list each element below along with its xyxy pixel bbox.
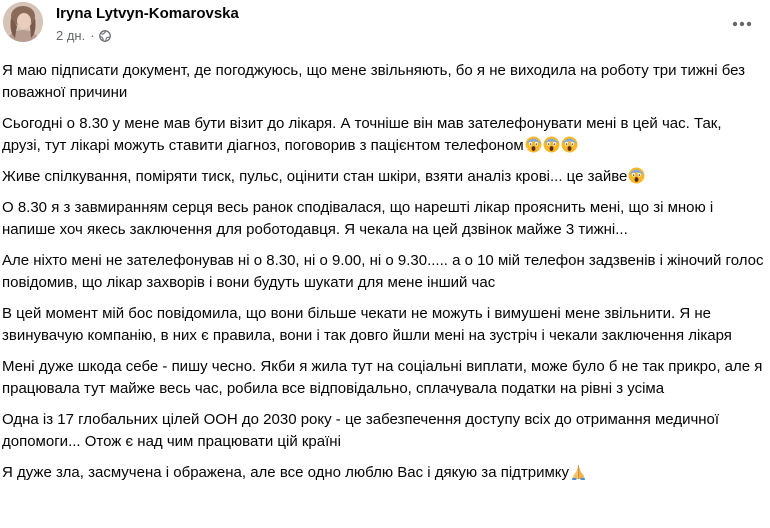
post-paragraph-9 — [2, 462, 764, 484]
post-time[interactable]: 2 дн. — [56, 28, 86, 43]
face-screaming-in-fear-icon — [628, 167, 645, 184]
paragraph-text: Живе спілкування, поміряти тиск, пульс, оцінити стан шкіри, взяти аналіз крові... це зайве — [2, 168, 628, 185]
post-paragraph-5 — [2, 250, 764, 294]
post-paragraph-2 — [2, 113, 764, 157]
paragraph-text: Мені дуже шкода себе - пишу чесно. Якби я жила тут на соціальні виплати, може було б не так прикро, але я працювала тут майже весь час, робила все відповідально, сплачувала податки на рівні з усіма — [2, 358, 763, 397]
paragraph-text: В цей момент мій бос повідомила, що вони більше чекати не можуть і вимушені мене звільнити. Я не звинувачую компанію, в них є правила, вони і так довго йшли мені на зустріч і чекали заключення лікаря — [2, 305, 732, 344]
post-header — [0, 0, 770, 52]
paragraph-text: О 8.30 я з завмиранням серця весь ранок сподівалася, що нарешті лікар прояснить мені, що зі мною і напише хоч якесь заключення для роботодавця. Я чекала на цей дзвінок майже 3 тижні... — [2, 199, 714, 238]
post-paragraph-8 — [2, 409, 764, 453]
post-paragraph-7 — [2, 356, 764, 400]
post-meta — [56, 28, 111, 43]
paragraph-text: Я маю підписати документ, де погоджуюсь, що мене звільняють, бо я не виходила на роботу три тижні без поважної причини — [2, 62, 746, 101]
post-paragraph-4 — [2, 197, 764, 241]
face-screaming-in-fear-icon — [525, 136, 542, 153]
paragraph-text: Одна із 17 глобальних цілей ООН до 2030 року - це забезпечення доступу всіх до отримання медичної допомоги... Отож є над чим працювати цій країні — [2, 411, 720, 450]
avatar[interactable] — [3, 2, 43, 42]
paragraph-text: Але ніхто мені не зателефонував ні о 8.30, ні о 9.00, ні о 9.30..... а о 10 мій телефон задзвенів і жіночий голос повідомив, що лікар захворів і вони будуть шукати для мене інший час — [2, 252, 764, 291]
more-options-icon — [732, 21, 752, 27]
author-name[interactable]: Iryna Lytvyn-Komarovska — [56, 5, 239, 22]
meta-separator: · — [90, 28, 95, 43]
avatar-photo — [3, 2, 43, 42]
paragraph-text: Я дуже зла, засмучена і ображена, але все одно люблю Вас і дякую за підтримку — [2, 464, 570, 481]
globe-icon[interactable] — [99, 30, 111, 42]
post-paragraph-6 — [2, 303, 764, 347]
paragraph-text: Сьогодні о 8.30 у мене мав бути візит до лікаря. А точніше він мав зателефонувати мені в цей час. Так, друзі, тут лікарі можуть ставити діагноз, поговорив з пацієнтом телефоном — [2, 115, 722, 154]
post-paragraph-3 — [2, 166, 764, 188]
folded-hands-icon — [570, 463, 587, 480]
post-paragraph-1 — [2, 60, 764, 104]
post-body — [2, 52, 764, 493]
more-options-button[interactable] — [724, 6, 760, 42]
face-screaming-in-fear-icon — [543, 136, 560, 153]
face-screaming-in-fear-icon — [561, 136, 578, 153]
